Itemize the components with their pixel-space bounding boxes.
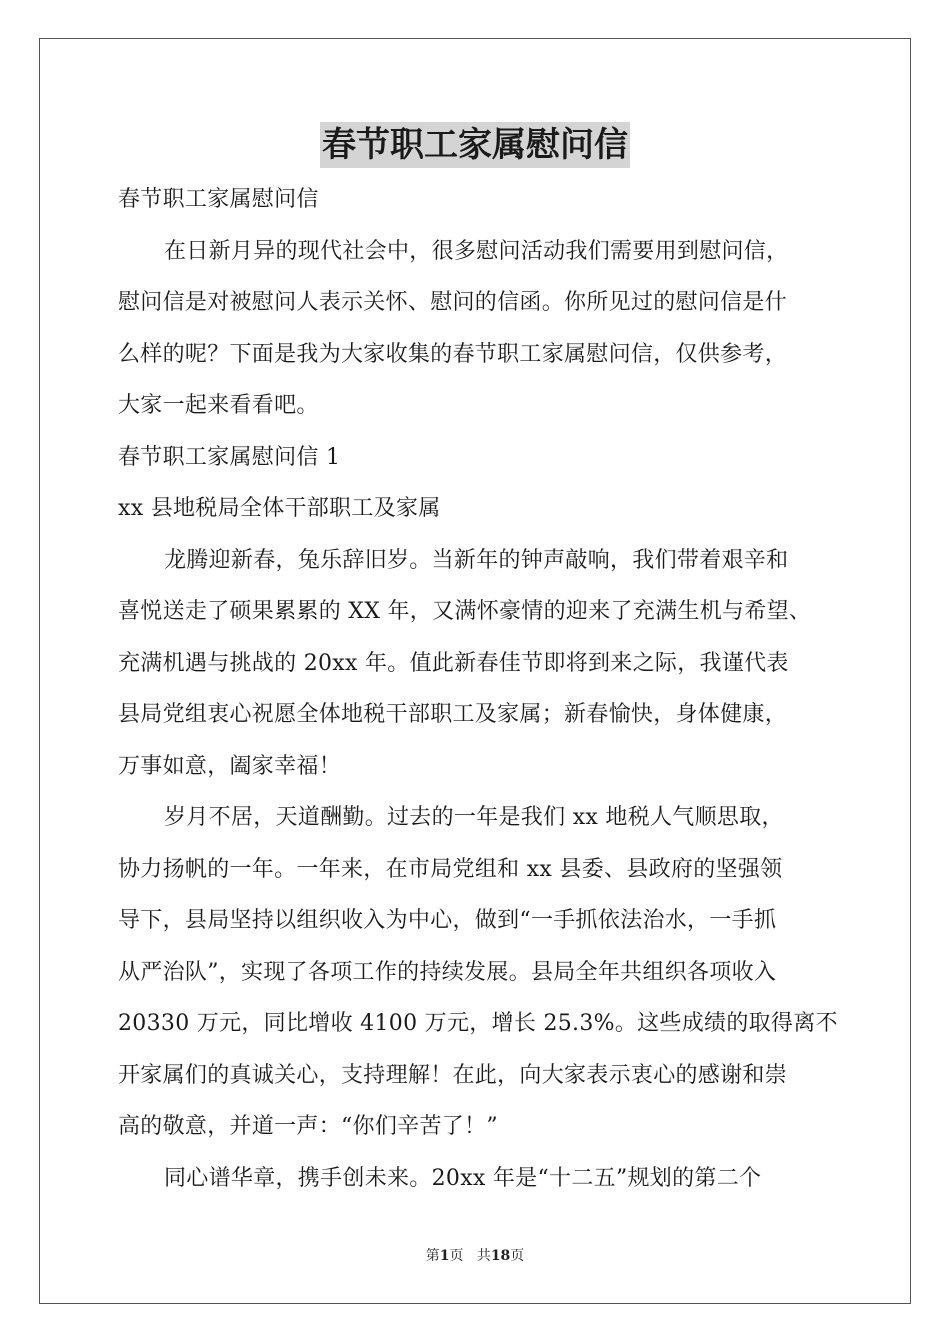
text-line: 开家属们的真诚关心，支持理解！在此，向大家表示衷心的感谢和崇 [118, 1062, 788, 1088]
text-line: 县局党组衷心祝愿全体地税干部职工及家属；新春愉快，身体健康， [118, 702, 788, 727]
document-title: 春节职工家属慰问信 [320, 122, 630, 168]
total-suffix: 页 [510, 1248, 525, 1264]
text-line: 喜悦送走了硕果累累的 XX 年，又满怀豪情的迎来了充满生机与希望、 [118, 599, 812, 624]
page-footer [0, 1246, 950, 1266]
text-line: 20330 万元，同比增收 4100 万元，增长 25.3%。这些成绩的取得离不 [118, 1011, 838, 1036]
text-line: 么样的呢？下面是我为大家收集的春节职工家属慰问信，仅供参考， [118, 341, 788, 367]
text-line: 高的敬意，并道一声：“你们辛苦了！” [118, 1114, 498, 1139]
text-line: 导下，县局坚持以组织收入为中心，做到“一手抓依法治水，一手抓 [118, 908, 777, 933]
text-line: 万事如意，阖家幸福！ [118, 753, 342, 779]
title-container [0, 122, 950, 168]
text-line: 岁月不居，天道酬勤。过去的一年是我们 xx 地税人气顺思取， [164, 805, 784, 830]
page-number: 1 [439, 1248, 450, 1264]
total-prefix: 共 [476, 1248, 491, 1264]
text-line: 慰问信是对被慰问人表示关怀、慰问的信函。你所见过的慰问信是什 [118, 290, 788, 315]
text-line: 充满机遇与挑战的 20xx 年。值此新春佳节即将到来之际，我谨代表 [118, 650, 789, 676]
document-body [118, 178, 838, 1208]
total-pages: 18 [490, 1248, 511, 1264]
page-suffix: 页 [449, 1248, 464, 1264]
section-heading: 春节职工家属慰问信 1 [118, 444, 341, 470]
text-line: 从严治队”，实现了各项工作的持续发展。县局全年共组织各项收入 [118, 959, 777, 985]
text-line: 在日新月异的现代社会中，很多慰问活动我们需要用到慰问信， [164, 238, 789, 264]
text-line: 大家一起来看看吧。 [118, 393, 319, 418]
text-line: 同心谱华章，携手创未来。20xx 年是“十二五”规划的第二个 [164, 1165, 762, 1191]
text-line: 春节职工家属慰问信 [118, 187, 319, 212]
salutation: xx 县地税局全体干部职工及家属 [118, 496, 441, 521]
text-line: 龙腾迎新春，兔乐辞旧岁。当新年的钟声敲响，我们带着艰辛和 [164, 547, 789, 573]
page-prefix: 第 [425, 1248, 440, 1264]
text-line: 协力扬帆的一年。一年来，在市局党组和 xx 县委、县政府的坚强领 [118, 856, 783, 882]
